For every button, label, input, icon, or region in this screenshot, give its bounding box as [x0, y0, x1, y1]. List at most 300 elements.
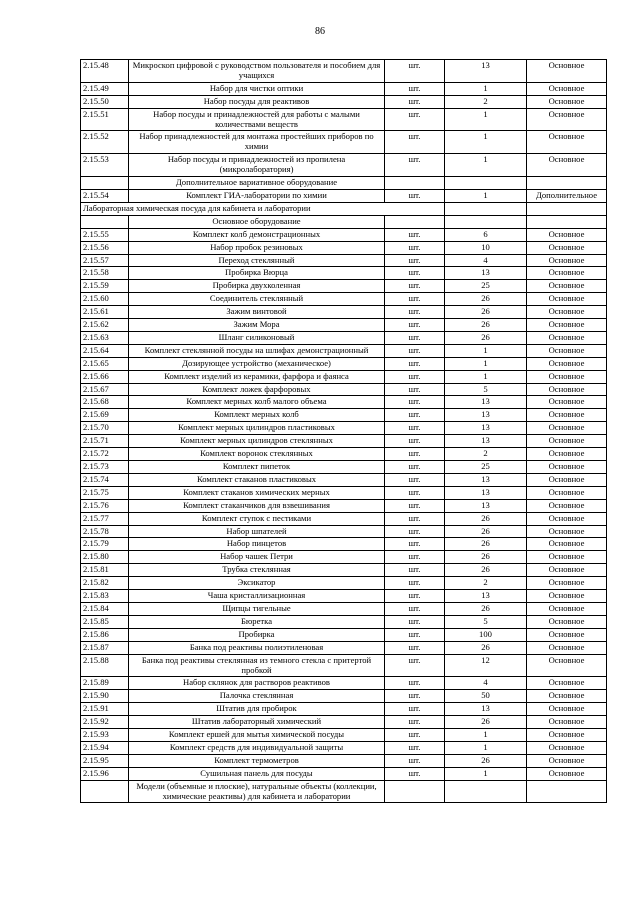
item-type: Основное [527, 95, 607, 108]
item-quantity: 26 [445, 551, 527, 564]
section-title: Дополнительное вариативное оборудование [129, 177, 385, 190]
item-unit: шт. [385, 280, 445, 293]
item-unit: шт. [385, 486, 445, 499]
item-type: Основное [527, 716, 607, 729]
item-type: Основное [527, 60, 607, 83]
item-unit: шт. [385, 228, 445, 241]
section-empty-cell [445, 177, 527, 190]
equipment-table [80, 59, 607, 803]
table-row [81, 344, 607, 357]
item-type: Основное [527, 754, 607, 767]
item-number: 2.15.71 [81, 435, 129, 448]
table-row [81, 396, 607, 409]
item-quantity: 12 [445, 654, 527, 677]
item-unit: шт. [385, 331, 445, 344]
item-name: Трубка стеклянная [129, 564, 385, 577]
table-row [81, 499, 607, 512]
item-unit: шт. [385, 525, 445, 538]
item-quantity: 13 [445, 486, 527, 499]
heading-empty-cell [445, 202, 527, 215]
item-number: 2.15.83 [81, 590, 129, 603]
item-unit: шт. [385, 577, 445, 590]
item-type: Основное [527, 267, 607, 280]
table-row [81, 551, 607, 564]
heading-row [81, 202, 607, 215]
item-quantity: 25 [445, 280, 527, 293]
section-empty-cell [527, 215, 607, 228]
table-row [81, 641, 607, 654]
item-name: Комплект термометров [129, 754, 385, 767]
item-unit: шт. [385, 551, 445, 564]
item-unit: шт. [385, 448, 445, 461]
item-quantity: 26 [445, 641, 527, 654]
item-unit: шт. [385, 60, 445, 83]
item-name: Эксикатор [129, 577, 385, 590]
item-name: Комплект воронок стеклянных [129, 448, 385, 461]
table-row [81, 293, 607, 306]
section-empty-cell [527, 780, 607, 803]
item-unit: шт. [385, 461, 445, 474]
item-type: Основное [527, 331, 607, 344]
item-type: Основное [527, 590, 607, 603]
item-name: Набор посуды и принадлежностей из пропилена (микролаборатория) [129, 154, 385, 177]
item-unit: шт. [385, 754, 445, 767]
table-row [81, 628, 607, 641]
item-unit: шт. [385, 306, 445, 319]
item-type: Основное [527, 767, 607, 780]
item-number: 2.15.48 [81, 60, 129, 83]
item-unit: шт. [385, 512, 445, 525]
item-quantity: 1 [445, 131, 527, 154]
item-unit: шт. [385, 319, 445, 332]
item-name: Пробирка Вюрца [129, 267, 385, 280]
item-type: Основное [527, 396, 607, 409]
item-quantity: 5 [445, 383, 527, 396]
item-type: Основное [527, 254, 607, 267]
section-row [81, 177, 607, 190]
item-type: Основное [527, 319, 607, 332]
table-row [81, 228, 607, 241]
item-unit: шт. [385, 615, 445, 628]
item-number: 2.15.95 [81, 754, 129, 767]
item-quantity: 13 [445, 435, 527, 448]
section-empty-cell [385, 177, 445, 190]
item-name: Зажим винтовой [129, 306, 385, 319]
item-number: 2.15.70 [81, 422, 129, 435]
item-unit: шт. [385, 590, 445, 603]
item-quantity: 26 [445, 512, 527, 525]
table-row [81, 677, 607, 690]
table-row [81, 461, 607, 474]
table-row [81, 241, 607, 254]
table-row [81, 741, 607, 754]
table-row [81, 564, 607, 577]
item-type: Основное [527, 422, 607, 435]
item-number: 2.15.65 [81, 357, 129, 370]
item-unit: шт. [385, 767, 445, 780]
item-name: Комплект мерных цилиндров пластиковых [129, 422, 385, 435]
item-quantity: 13 [445, 267, 527, 280]
item-name: Комплект колб демонстрационных [129, 228, 385, 241]
item-quantity: 2 [445, 95, 527, 108]
table-row [81, 602, 607, 615]
item-name: Набор пробок резиновых [129, 241, 385, 254]
item-quantity: 13 [445, 396, 527, 409]
table-row [81, 435, 607, 448]
item-unit: шт. [385, 383, 445, 396]
item-type: Основное [527, 357, 607, 370]
item-number: 2.15.91 [81, 703, 129, 716]
item-quantity: 13 [445, 409, 527, 422]
item-quantity: 1 [445, 729, 527, 742]
item-quantity: 1 [445, 154, 527, 177]
table-row [81, 654, 607, 677]
table-row [81, 131, 607, 154]
item-type: Основное [527, 435, 607, 448]
item-name: Набор чашек Петри [129, 551, 385, 564]
table-row [81, 108, 607, 131]
item-type: Основное [527, 564, 607, 577]
item-unit: шт. [385, 690, 445, 703]
table-row [81, 370, 607, 383]
item-name: Банка под реактивы полиэтиленовая [129, 641, 385, 654]
item-quantity: 13 [445, 703, 527, 716]
item-name: Комплект мерных колб малого объема [129, 396, 385, 409]
item-type: Основное [527, 370, 607, 383]
item-unit: шт. [385, 357, 445, 370]
item-type: Основное [527, 228, 607, 241]
table-row [81, 448, 607, 461]
item-unit: шт. [385, 267, 445, 280]
item-quantity: 26 [445, 716, 527, 729]
item-type: Основное [527, 131, 607, 154]
section-empty-cell [81, 177, 129, 190]
item-name: Комплект изделий из керамики, фарфора и фаянса [129, 370, 385, 383]
item-type: Основное [527, 293, 607, 306]
item-name: Набор шпателей [129, 525, 385, 538]
item-number: 2.15.89 [81, 677, 129, 690]
item-quantity: 2 [445, 448, 527, 461]
table-row [81, 383, 607, 396]
item-unit: шт. [385, 254, 445, 267]
equipment-table-body [81, 60, 607, 803]
table-row [81, 95, 607, 108]
item-quantity: 1 [445, 108, 527, 131]
item-number: 2.15.58 [81, 267, 129, 280]
page-number: 86 [315, 26, 325, 37]
section-empty-cell [385, 215, 445, 228]
item-unit: шт. [385, 729, 445, 742]
item-type: Основное [527, 641, 607, 654]
item-name: Комплект стаканчиков для взвешивания [129, 499, 385, 512]
table-row [81, 306, 607, 319]
item-unit: шт. [385, 108, 445, 131]
item-name: Шланг силиконовый [129, 331, 385, 344]
item-type: Основное [527, 729, 607, 742]
item-number: 2.15.84 [81, 602, 129, 615]
item-quantity: 6 [445, 228, 527, 241]
table-row [81, 154, 607, 177]
item-name: Зажим Мора [129, 319, 385, 332]
item-number: 2.15.78 [81, 525, 129, 538]
table-row [81, 716, 607, 729]
item-unit: шт. [385, 703, 445, 716]
table-row [81, 615, 607, 628]
item-quantity: 26 [445, 602, 527, 615]
item-quantity: 26 [445, 331, 527, 344]
item-name: Набор склянок для растворов реактивов [129, 677, 385, 690]
item-number: 2.15.80 [81, 551, 129, 564]
item-type: Основное [527, 654, 607, 677]
item-unit: шт. [385, 189, 445, 202]
item-unit: шт. [385, 293, 445, 306]
item-type: Основное [527, 690, 607, 703]
item-quantity: 13 [445, 499, 527, 512]
item-unit: шт. [385, 677, 445, 690]
table-row [81, 577, 607, 590]
item-unit: шт. [385, 131, 445, 154]
item-number: 2.15.73 [81, 461, 129, 474]
item-number: 2.15.66 [81, 370, 129, 383]
item-number: 2.15.77 [81, 512, 129, 525]
item-name: Комплект пипеток [129, 461, 385, 474]
item-quantity: 25 [445, 461, 527, 474]
item-name: Комплект ложек фарфоровых [129, 383, 385, 396]
item-number: 2.15.61 [81, 306, 129, 319]
section-empty-cell [81, 780, 129, 803]
item-number: 2.15.64 [81, 344, 129, 357]
item-unit: шт. [385, 344, 445, 357]
item-name: Штатив лабораторный химический [129, 716, 385, 729]
item-quantity: 100 [445, 628, 527, 641]
item-number: 2.15.63 [81, 331, 129, 344]
heading-title: Лабораторная химическая посуда для кабинета и лаборатории [81, 202, 445, 215]
item-quantity: 1 [445, 767, 527, 780]
item-name: Микроскоп цифровой с руководством пользователя и пособием для учащихся [129, 60, 385, 83]
item-type: Основное [527, 486, 607, 499]
item-name: Набор посуды для реактивов [129, 95, 385, 108]
item-name: Чаша кристаллизационная [129, 590, 385, 603]
section-title: Основное оборудование [129, 215, 385, 228]
item-number: 2.15.62 [81, 319, 129, 332]
item-name: Соединитель стеклянный [129, 293, 385, 306]
item-unit: шт. [385, 95, 445, 108]
item-unit: шт. [385, 564, 445, 577]
item-quantity: 26 [445, 538, 527, 551]
item-type: Основное [527, 473, 607, 486]
heading-empty-cell [527, 202, 607, 215]
item-type: Основное [527, 538, 607, 551]
item-unit: шт. [385, 716, 445, 729]
section-empty-cell [445, 780, 527, 803]
section-empty-cell [527, 177, 607, 190]
table-row [81, 486, 607, 499]
item-name: Комплект ГИА-лаборатории по химии [129, 189, 385, 202]
item-number: 2.15.72 [81, 448, 129, 461]
item-number: 2.15.75 [81, 486, 129, 499]
item-number: 2.15.74 [81, 473, 129, 486]
item-name: Щипцы тигельные [129, 602, 385, 615]
item-name: Сушильная панель для посуды [129, 767, 385, 780]
section-empty-cell [385, 780, 445, 803]
item-name: Банка под реактивы стеклянная из темного стекла с притертой пробкой [129, 654, 385, 677]
item-type: Основное [527, 551, 607, 564]
item-type: Основное [527, 499, 607, 512]
item-number: 2.15.90 [81, 690, 129, 703]
table-row [81, 189, 607, 202]
item-quantity: 1 [445, 370, 527, 383]
item-quantity: 13 [445, 422, 527, 435]
table-row [81, 690, 607, 703]
item-number: 2.15.68 [81, 396, 129, 409]
item-quantity: 26 [445, 754, 527, 767]
item-number: 2.15.59 [81, 280, 129, 293]
item-quantity: 1 [445, 189, 527, 202]
item-unit: шт. [385, 628, 445, 641]
item-type: Основное [527, 741, 607, 754]
item-number: 2.15.69 [81, 409, 129, 422]
table-row [81, 319, 607, 332]
item-unit: шт. [385, 435, 445, 448]
item-type: Основное [527, 241, 607, 254]
item-type: Основное [527, 628, 607, 641]
item-quantity: 1 [445, 82, 527, 95]
item-number: 2.15.60 [81, 293, 129, 306]
table-row [81, 409, 607, 422]
item-unit: шт. [385, 422, 445, 435]
item-number: 2.15.85 [81, 615, 129, 628]
item-name: Комплект средств для индивидуальной защиты [129, 741, 385, 754]
item-number: 2.15.92 [81, 716, 129, 729]
item-name: Набор принадлежностей для монтажа простейших приборов по химии [129, 131, 385, 154]
item-name: Комплект стеклянной посуды на шлифах демонстрационный [129, 344, 385, 357]
item-number: 2.15.55 [81, 228, 129, 241]
item-number: 2.15.79 [81, 538, 129, 551]
item-unit: шт. [385, 82, 445, 95]
item-type: Основное [527, 615, 607, 628]
item-quantity: 13 [445, 590, 527, 603]
table-row [81, 525, 607, 538]
table-row [81, 254, 607, 267]
item-name: Набор посуды и принадлежностей для работы с малыми количествами веществ [129, 108, 385, 131]
item-unit: шт. [385, 741, 445, 754]
item-number: 2.15.81 [81, 564, 129, 577]
item-quantity: 50 [445, 690, 527, 703]
item-name: Комплект стаканов химических мерных [129, 486, 385, 499]
item-quantity: 13 [445, 60, 527, 83]
table-row [81, 754, 607, 767]
item-unit: шт. [385, 154, 445, 177]
item-number: 2.15.82 [81, 577, 129, 590]
section-empty-cell [445, 215, 527, 228]
item-number: 2.15.52 [81, 131, 129, 154]
item-quantity: 26 [445, 319, 527, 332]
item-unit: шт. [385, 241, 445, 254]
item-unit: шт. [385, 396, 445, 409]
item-number: 2.15.53 [81, 154, 129, 177]
item-quantity: 1 [445, 344, 527, 357]
item-quantity: 26 [445, 293, 527, 306]
item-type: Основное [527, 383, 607, 396]
item-unit: шт. [385, 473, 445, 486]
item-type: Основное [527, 108, 607, 131]
item-type: Основное [527, 82, 607, 95]
section-row [81, 780, 607, 803]
item-number: 2.15.87 [81, 641, 129, 654]
table-row [81, 82, 607, 95]
item-name: Комплект ершей для мытья химической посуды [129, 729, 385, 742]
item-name: Комплект мерных колб [129, 409, 385, 422]
table-row [81, 590, 607, 603]
item-unit: шт. [385, 654, 445, 677]
item-name: Палочка стеклянная [129, 690, 385, 703]
table-row [81, 703, 607, 716]
item-type: Основное [527, 602, 607, 615]
item-number: 2.15.76 [81, 499, 129, 512]
item-quantity: 1 [445, 741, 527, 754]
item-number: 2.15.49 [81, 82, 129, 95]
item-type: Основное [527, 280, 607, 293]
item-type: Основное [527, 525, 607, 538]
item-name: Пробирка двухколенная [129, 280, 385, 293]
section-title: Модели (объемные и плоские), натуральные объекты (коллекции, химические реактивы) для кабинета и лаборатории [129, 780, 385, 803]
table-row [81, 422, 607, 435]
item-unit: шт. [385, 538, 445, 551]
item-number: 2.15.67 [81, 383, 129, 396]
item-unit: шт. [385, 409, 445, 422]
table-row [81, 538, 607, 551]
item-name: Пробирка [129, 628, 385, 641]
item-name: Набор для чистки оптики [129, 82, 385, 95]
table-row [81, 357, 607, 370]
item-type: Основное [527, 409, 607, 422]
item-type: Основное [527, 448, 607, 461]
section-empty-cell [81, 215, 129, 228]
item-name: Штатив для пробирок [129, 703, 385, 716]
item-type: Основное [527, 154, 607, 177]
item-name: Комплект стаканов пластиковых [129, 473, 385, 486]
item-quantity: 26 [445, 525, 527, 538]
item-quantity: 4 [445, 677, 527, 690]
table-row [81, 60, 607, 83]
item-number: 2.15.50 [81, 95, 129, 108]
item-type: Основное [527, 306, 607, 319]
item-quantity: 4 [445, 254, 527, 267]
item-number: 2.15.86 [81, 628, 129, 641]
table-row [81, 331, 607, 344]
table-row [81, 267, 607, 280]
item-type: Основное [527, 461, 607, 474]
item-name: Комплект мерных цилиндров стеклянных [129, 435, 385, 448]
item-number: 2.15.56 [81, 241, 129, 254]
item-name: Комплект ступок с пестиками [129, 512, 385, 525]
item-type: Основное [527, 512, 607, 525]
item-name: Набор пинцетов [129, 538, 385, 551]
item-type: Основное [527, 344, 607, 357]
item-quantity: 10 [445, 241, 527, 254]
item-quantity: 26 [445, 564, 527, 577]
item-type: Основное [527, 677, 607, 690]
item-unit: шт. [385, 641, 445, 654]
table-row [81, 473, 607, 486]
item-quantity: 26 [445, 306, 527, 319]
item-unit: шт. [385, 602, 445, 615]
item-number: 2.15.51 [81, 108, 129, 131]
section-row [81, 215, 607, 228]
item-number: 2.15.94 [81, 741, 129, 754]
item-type: Основное [527, 577, 607, 590]
item-unit: шт. [385, 499, 445, 512]
